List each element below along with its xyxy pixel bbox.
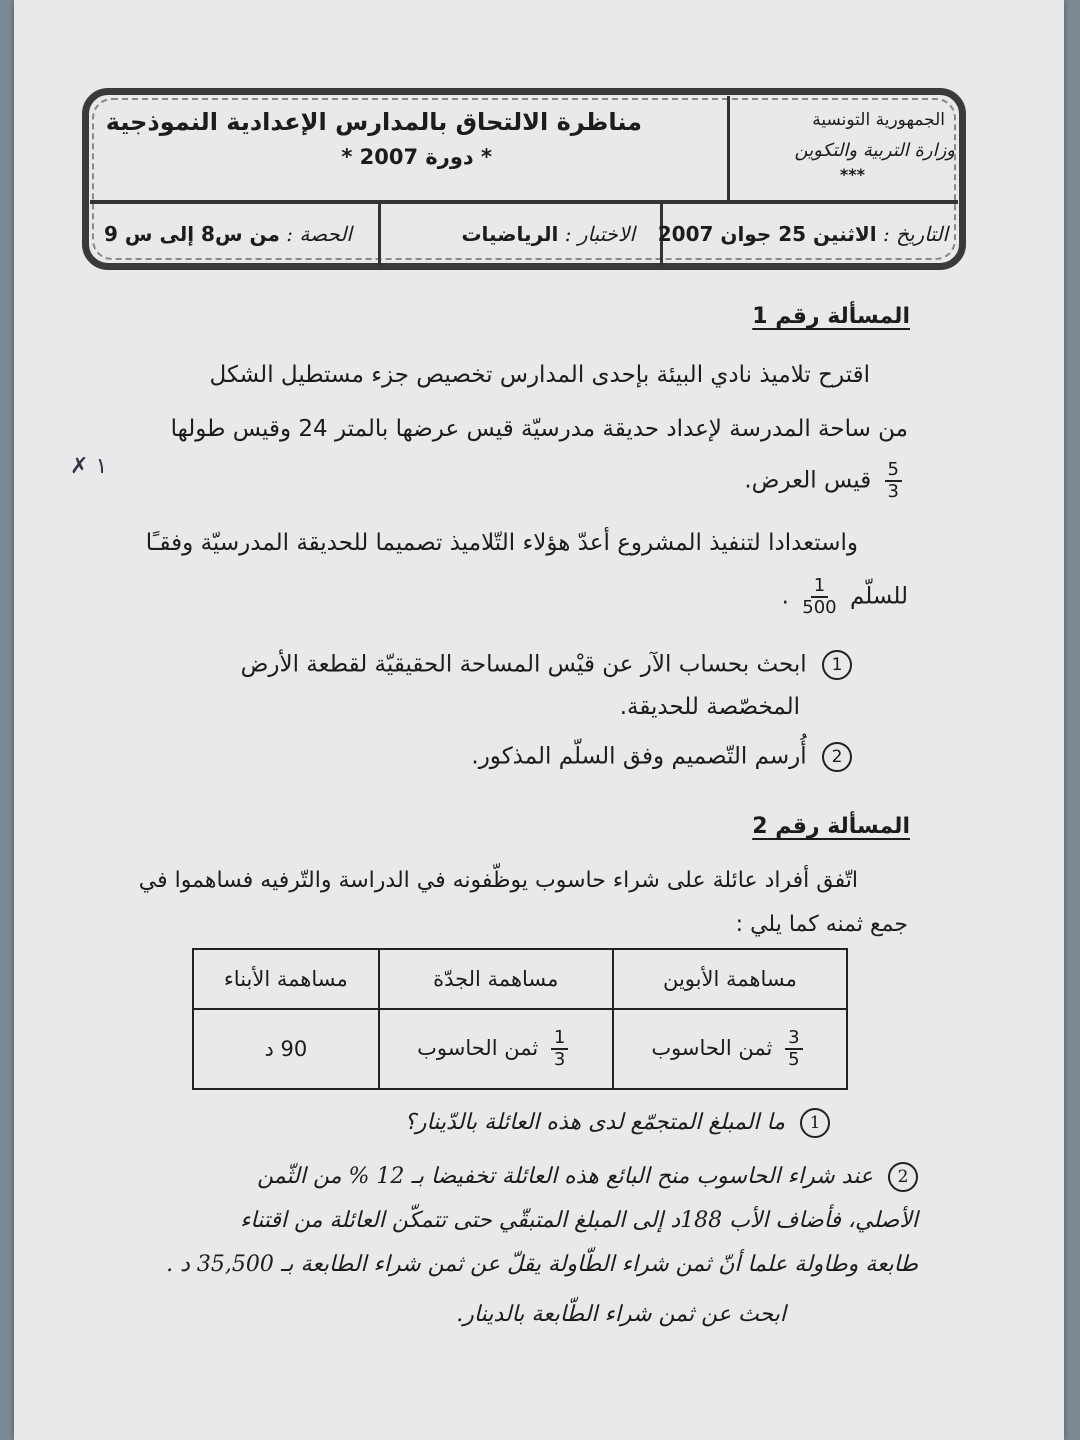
period-row: [104, 222, 352, 246]
header-vdivider-right: [727, 96, 730, 202]
header-divider: [90, 200, 958, 204]
header-grandmother: مساهمة الجدّة: [379, 949, 613, 1009]
header-parents: مساهمة الأبوين: [613, 949, 847, 1009]
problem2-question2-line1: عند شراء الحاسوب منح البائع هذه العائلة تخفيضا بـ 12 % من الثّمن: [257, 1164, 873, 1189]
problem2-heading: المسألة رقم 2: [752, 814, 910, 839]
problem1-para2-line2-row: للسلّم $\frac{1}{500}$ .: [781, 575, 908, 618]
p2-question1-number-circle: 1: [800, 1108, 830, 1138]
exam-row: [461, 222, 635, 246]
length-fraction: $\frac{5}{3}$: [885, 460, 902, 502]
question1-number-circle: 1: [822, 650, 852, 680]
problem1-para1-line3-row: [744, 460, 908, 502]
date-value: الاثنين 25 جوان 2007: [657, 222, 877, 246]
question2-number-circle: 2: [822, 742, 852, 772]
problem2-question2-line2: الأصلي، فأضاف الأب 188د إلى المبلغ المتبقّي حتى تتمكّن العائلة من اقتناء: [240, 1208, 918, 1233]
header-vdivider-exam: [378, 202, 381, 266]
cell-grandmother: $\frac{1}{3}$ ثمن الحاسوب: [379, 1009, 613, 1089]
session-label: * دورة 2007 *: [341, 145, 492, 169]
period-value: من س8 إلى س 9: [104, 222, 280, 246]
problem1-para2-line1: واستعدادا لتنفيذ المشروع أعدّ هؤلاء التّلاميذ تصميما للحديقة المدرسيّة وفقـًا: [145, 530, 858, 556]
problem2-question1-row: [404, 1108, 830, 1138]
problem2-intro-line2: جمع ثمنه كما يلي :: [735, 912, 908, 937]
country-label: الجمهورية التونسية: [812, 110, 945, 130]
problem1-para1-line2: من ساحة المدرسة لإعداد حديقة مدرسيّة قيس عرضها بالمتر 24 وقيس طولها: [170, 416, 908, 442]
problem2-question2-row: [257, 1162, 918, 1192]
problem2-intro-line1: اتّفق أفراد عائلة على شراء حاسوب يوظّفونه في الدراسة والتّرفيه فساهموا في: [138, 868, 858, 893]
problem1-question1-row: [241, 650, 852, 680]
grandmother-fraction: $\frac{1}{3}$: [551, 1028, 568, 1070]
problem1-para1-line3: قيس العرض.: [744, 467, 872, 494]
cell-children: 90 د: [193, 1009, 379, 1089]
ministry-stars: ***: [839, 165, 865, 184]
margin-mark: ✗ ١: [70, 454, 108, 479]
problem1-question1-line2: المخصّصة للحديقة.: [619, 694, 800, 720]
ministry-label: وزارة التربية والتكوين: [794, 140, 955, 161]
problem1-heading: المسألة رقم 1: [752, 304, 910, 329]
problem2-question2-line3: طابعة وطاولة علما أنّ ثمن شراء الطّاولة يقلّ عن ثمن شراء الطابعة بـ 35,500 د .: [166, 1252, 918, 1277]
exam-value: الرياضيات: [461, 222, 559, 246]
date-label: التاريخ :: [882, 222, 948, 246]
exam-label: الاختبار :: [564, 222, 635, 246]
parents-fraction: $\frac{3}{5}$: [785, 1028, 802, 1070]
date-row: [658, 222, 948, 246]
problem1-question2-row: [471, 742, 852, 772]
table-row: [193, 1009, 847, 1089]
p2-question2-number-circle: 2: [888, 1162, 918, 1192]
problem1-question1-line1: ابحث بحساب الآر عن قيْس المساحة الحقيقيّة لقطعة الأرض: [240, 651, 807, 678]
exam-title: مناظرة الالتحاق بالمدارس الإعدادية النموذجية: [105, 108, 642, 136]
scale-fraction: $\frac{1}{500}$: [802, 575, 837, 618]
cell-parents: $\frac{3}{5}$ ثمن الحاسوب: [613, 1009, 847, 1089]
period-label: الحصة :: [286, 222, 352, 246]
table-header-row: [193, 949, 847, 1009]
problem1-question2-text: أُرسم التّصميم وفق السلّم المذكور.: [471, 743, 807, 770]
header-children: مساهمة الأبناء: [193, 949, 379, 1009]
problem1-para2-line2: للسلّم: [849, 583, 908, 610]
problem1-para1-line1: اقترح تلاميذ نادي البيئة بإحدى المدارس تخصيص جزء مستطيل الشكل: [209, 362, 870, 388]
problem2-question1-text: ما المبلغ المتجمّع لدى هذه العائلة بالدّينار؟: [404, 1110, 785, 1135]
contribution-table: [192, 948, 848, 1090]
problem2-question2-line4: ابحث عن ثمن شراء الطّابعة بالدينار.: [456, 1302, 786, 1327]
